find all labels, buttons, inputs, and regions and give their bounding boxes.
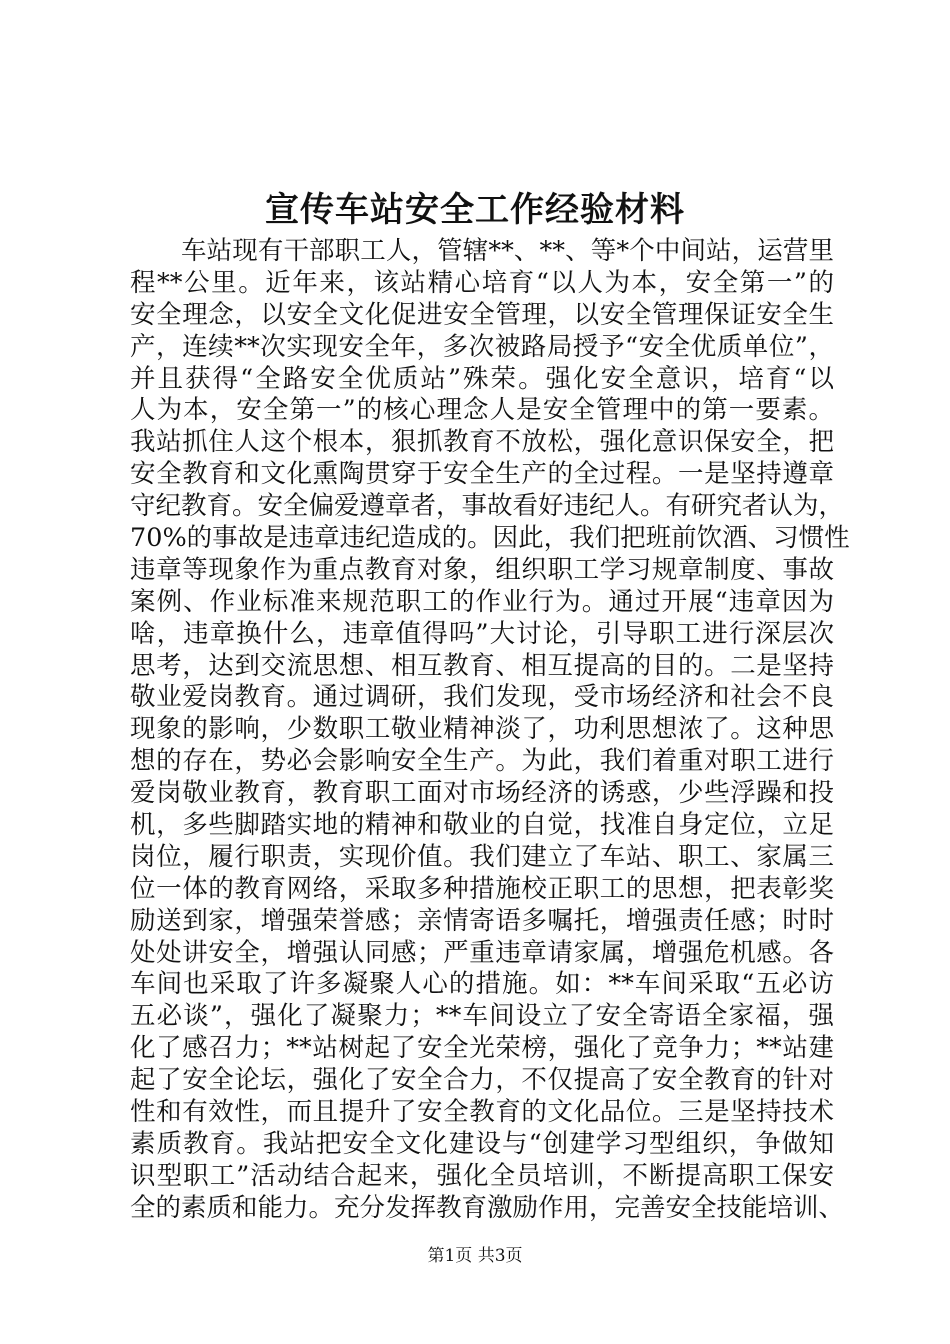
body-line: 思考，达到交流思想、相互教育、相互提高的目的。二是坚持 xyxy=(130,650,834,681)
body-line: 我站抓住人这个根本，狠抓教育不放松，强化意识保安全，把 xyxy=(130,427,834,458)
body-line: 守纪教育。安全偏爱遵章者，事故看好违纪人。有研究者认为， xyxy=(130,491,845,522)
body-line: 位一体的教育网络，采取多种措施校正职工的思想，把表彰奖 xyxy=(130,873,834,904)
body-line: 励送到家，增强荣誉感；亲情寄语多嘱托，增强责任感；时时 xyxy=(130,905,834,936)
body-line: 识型职工”活动结合起来，强化全员培训，不断提高职工保安 xyxy=(130,1160,834,1191)
body-line: 啥，违章换什么，违章值得吗”大讨论，引导职工进行深层次 xyxy=(130,618,834,649)
body-line: 程**公里。近年来，该站精心培育“以人为本，安全第一”的 xyxy=(130,267,834,298)
body-line: 化了感召力；**站树起了安全光荣榜，强化了竞争力；**站建 xyxy=(130,1033,834,1064)
body-line: 人为本，安全第一”的核心理念人是安全管理中的第一要素。 xyxy=(130,395,834,426)
page-footer: 第1页 共3页 xyxy=(427,1246,523,1266)
body-line: 安全理念，以安全文化促进安全管理，以安全管理保证安全生 xyxy=(130,299,834,330)
body-line: 起了安全论坛，强化了安全合力，不仅提高了安全教育的针对 xyxy=(130,1065,834,1096)
body-line: 想的存在，势必会影响安全生产。为此，我们着重对职工进行 xyxy=(130,746,834,777)
body-line: 车间也采取了许多凝聚人心的措施。如：**车间采取“五必访 xyxy=(130,969,834,1000)
body-line: 车站现有干部职工人，管辖**、**、等*个中间站，运营里 xyxy=(181,236,834,266)
body-line: 岗位，履行职责，实现价值。我们建立了车站、职工、家属三 xyxy=(130,841,834,872)
body-line: 产，连续**次实现安全年，多次被路局授予“安全优质单位”， xyxy=(130,331,834,362)
document-title: 宣传车站安全工作经验材料 xyxy=(265,190,685,230)
body-line: 素质教育。我站把安全文化建设与“创建学习型组织，争做知 xyxy=(130,1128,834,1159)
body-line: 机，多些脚踏实地的精神和敬业的自觉，找准自身定位，立足 xyxy=(130,810,834,841)
body-line: 现象的影响，少数职工敬业精神淡了，功利思想浓了。这种思 xyxy=(130,714,834,745)
body-line: 并且获得“全路安全优质站”殊荣。强化安全意识，培育“以 xyxy=(130,363,834,394)
body-line: 五必谈”，强化了凝聚力；**车间设立了安全寄语全家福，强 xyxy=(130,1001,834,1032)
body-line: 性和有效性，而且提升了安全教育的文化品位。三是坚持技术 xyxy=(130,1097,834,1128)
body-line: 处处讲安全，增强认同感；严重违章请家属，增强危机感。各 xyxy=(130,937,834,968)
body-line: 安全教育和文化熏陶贯穿于安全生产的全过程。一是坚持遵章 xyxy=(130,459,834,490)
body-line: 敬业爱岗教育。通过调研，我们发现，受市场经济和社会不良 xyxy=(130,682,834,713)
body-line: 爱岗敬业教育，教育职工面对市场经济的诱惑，少些浮躁和投 xyxy=(130,778,834,809)
body-line: 案例、作业标准来规范职工的作业行为。通过开展“违章因为 xyxy=(130,586,834,617)
body-line: 违章等现象作为重点教育对象，组织职工学习规章制度、事故 xyxy=(130,554,834,585)
body-line: 全的素质和能力。充分发挥教育激励作用，完善安全技能培训、 xyxy=(130,1192,845,1223)
document-body xyxy=(130,236,850,1225)
body-line: 70%的事故是违章违纪造成的。因此，我们把班前饮酒、习惯性 xyxy=(130,523,850,554)
